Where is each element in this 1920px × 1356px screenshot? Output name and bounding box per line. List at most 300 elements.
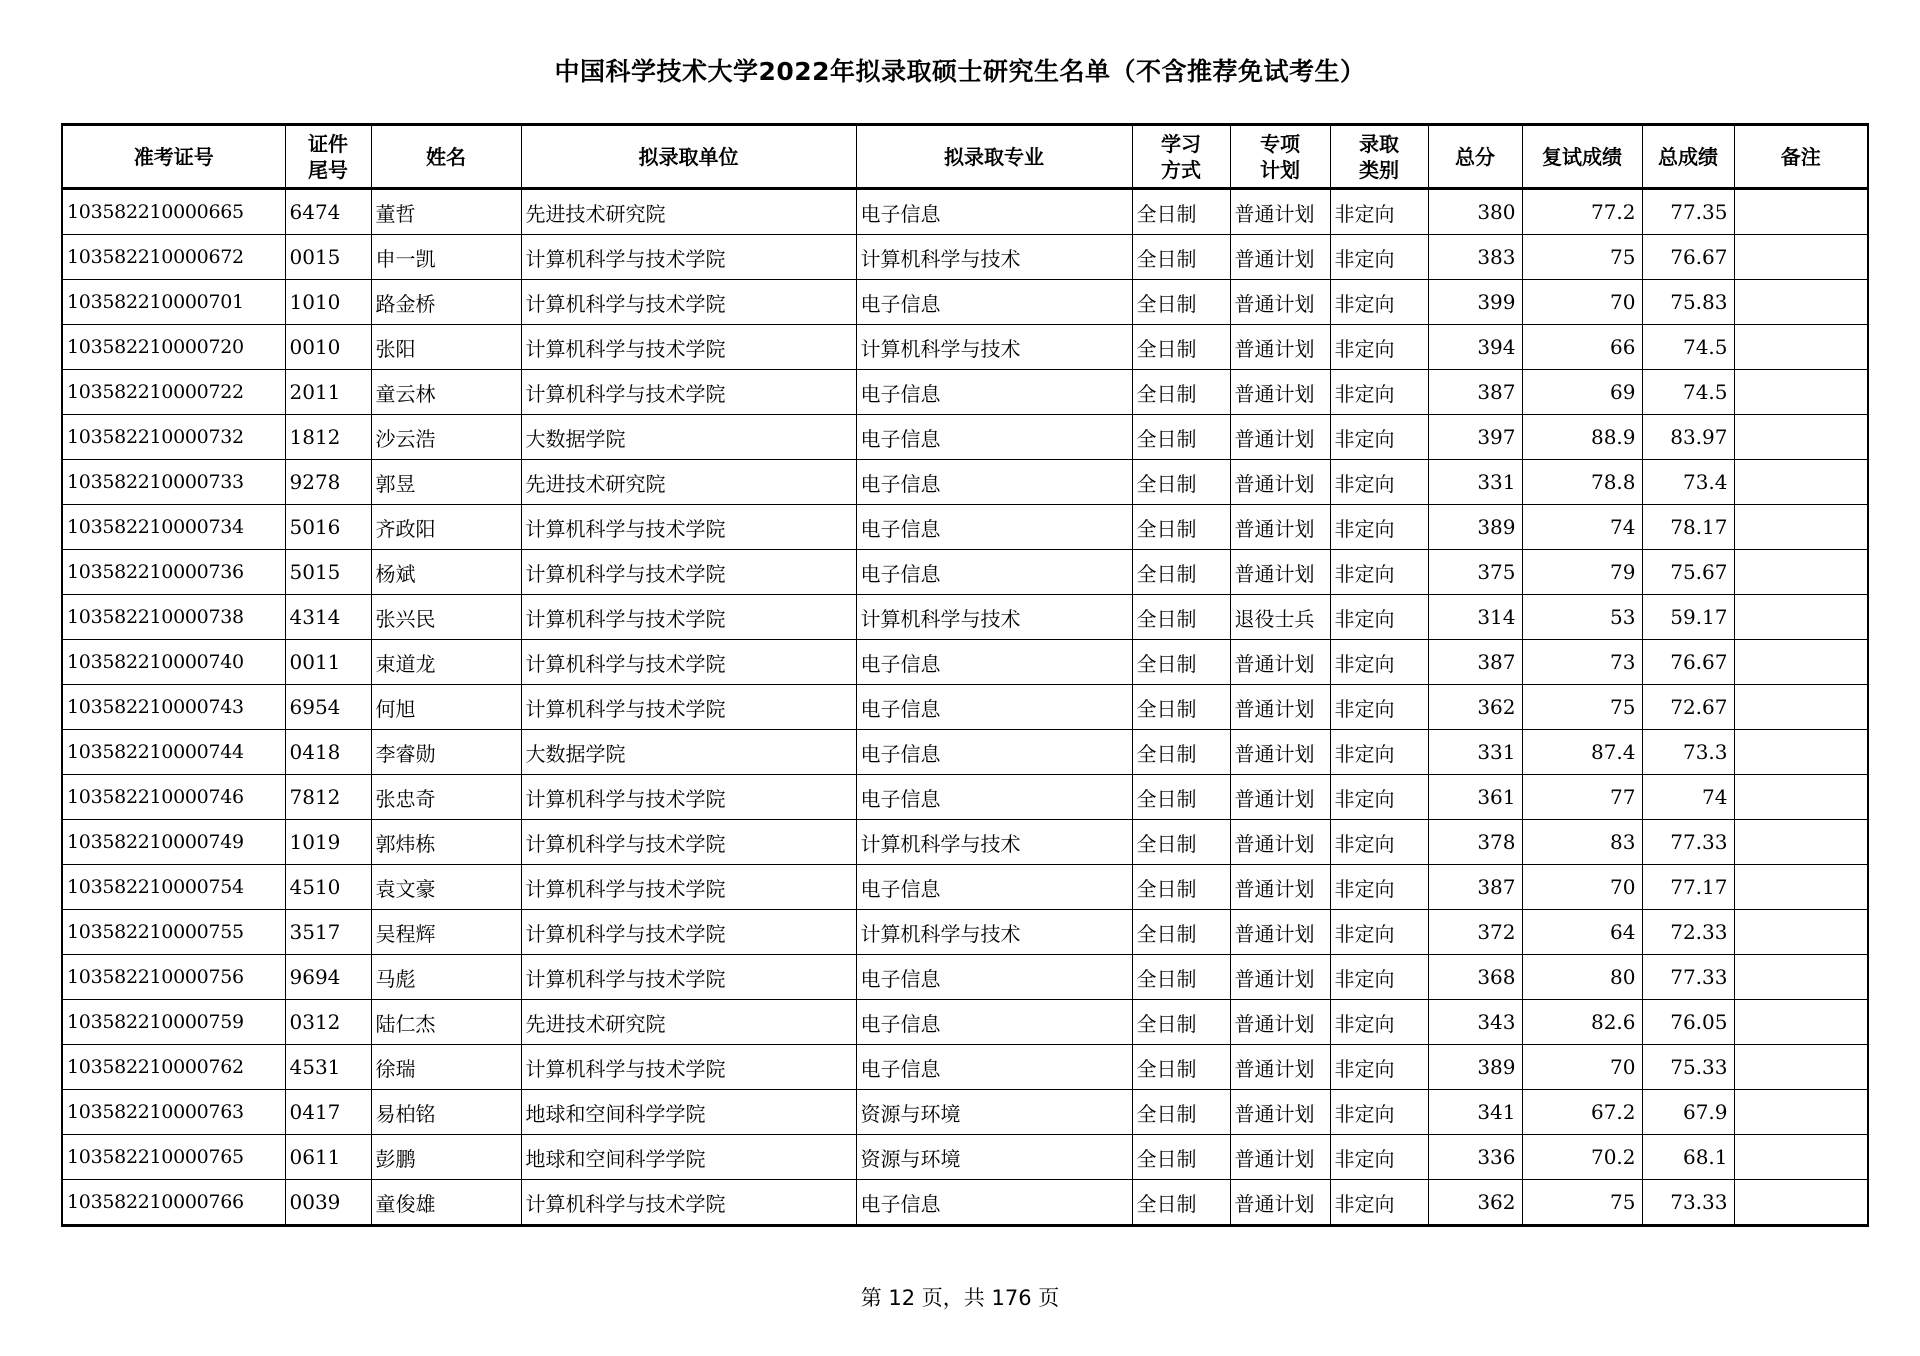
table-row: [62, 685, 1868, 730]
cell-major: 电子信息: [856, 189, 1132, 235]
cell-exam-id: 103582210000701: [62, 280, 285, 325]
cell-id-suffix: 0039: [285, 1180, 371, 1226]
column-header-id-suffix: 证件 尾号: [285, 125, 371, 189]
cell-study-mode: 全日制: [1132, 1000, 1230, 1045]
cell-id-suffix: 1010: [285, 280, 371, 325]
page-footer: 第 12 页，共 176 页: [860, 1286, 1060, 1310]
cell-final-score: 72.67: [1642, 685, 1734, 730]
table-row: [62, 1090, 1868, 1135]
cell-major: 计算机科学与技术: [856, 595, 1132, 640]
cell-id-suffix: 9694: [285, 955, 371, 1000]
cell-unit: 先进技术研究院: [521, 1000, 856, 1045]
cell-special-plan: 普通计划: [1230, 505, 1330, 550]
column-header-total-score: 总分: [1428, 125, 1522, 189]
cell-retest-score: 53: [1522, 595, 1642, 640]
cell-name: 路金桥: [371, 280, 521, 325]
cell-name: 杨斌: [371, 550, 521, 595]
cell-id-suffix: 3517: [285, 910, 371, 955]
cell-id-suffix: 6954: [285, 685, 371, 730]
cell-name: 沙云浩: [371, 415, 521, 460]
cell-retest-score: 70: [1522, 865, 1642, 910]
cell-retest-score: 75: [1522, 235, 1642, 280]
cell-study-mode: 全日制: [1132, 685, 1230, 730]
cell-unit: 地球和空间科学学院: [521, 1135, 856, 1180]
cell-retest-score: 88.9: [1522, 415, 1642, 460]
cell-retest-score: 79: [1522, 550, 1642, 595]
cell-special-plan: 普通计划: [1230, 955, 1330, 1000]
cell-study-mode: 全日制: [1132, 370, 1230, 415]
cell-exam-id: 103582210000740: [62, 640, 285, 685]
cell-special-plan: 普通计划: [1230, 1135, 1330, 1180]
cell-admission-type: 非定向: [1330, 189, 1428, 235]
cell-major: 计算机科学与技术: [856, 325, 1132, 370]
cell-admission-type: 非定向: [1330, 685, 1428, 730]
cell-unit: 计算机科学与技术学院: [521, 640, 856, 685]
cell-special-plan: 普通计划: [1230, 1000, 1330, 1045]
column-header-exam-id: 准考证号: [62, 125, 285, 189]
cell-total-score: 361: [1428, 775, 1522, 820]
cell-retest-score: 73: [1522, 640, 1642, 685]
cell-id-suffix: 2011: [285, 370, 371, 415]
cell-admission-type: 非定向: [1330, 730, 1428, 775]
cell-special-plan: 普通计划: [1230, 640, 1330, 685]
cell-id-suffix: 0611: [285, 1135, 371, 1180]
cell-remarks: [1734, 1135, 1868, 1180]
cell-exam-id: 103582210000765: [62, 1135, 285, 1180]
cell-admission-type: 非定向: [1330, 460, 1428, 505]
cell-final-score: 75.67: [1642, 550, 1734, 595]
cell-final-score: 83.97: [1642, 415, 1734, 460]
page-title: 中国科学技术大学2022年拟录取硕士研究生名单（不含推荐免试考生）: [554, 57, 1366, 86]
cell-study-mode: 全日制: [1132, 505, 1230, 550]
cell-total-score: 362: [1428, 685, 1522, 730]
cell-remarks: [1734, 370, 1868, 415]
cell-major: 计算机科学与技术: [856, 235, 1132, 280]
cell-remarks: [1734, 1090, 1868, 1135]
cell-study-mode: 全日制: [1132, 820, 1230, 865]
cell-retest-score: 70: [1522, 1045, 1642, 1090]
cell-special-plan: 普通计划: [1230, 865, 1330, 910]
cell-special-plan: 普通计划: [1230, 370, 1330, 415]
cell-retest-score: 66: [1522, 325, 1642, 370]
cell-name: 董哲: [371, 189, 521, 235]
cell-exam-id: 103582210000755: [62, 910, 285, 955]
cell-id-suffix: 0010: [285, 325, 371, 370]
cell-final-score: 68.1: [1642, 1135, 1734, 1180]
cell-retest-score: 75: [1522, 685, 1642, 730]
cell-id-suffix: 0418: [285, 730, 371, 775]
column-header-name: 姓名: [371, 125, 521, 189]
cell-id-suffix: 0417: [285, 1090, 371, 1135]
cell-special-plan: 普通计划: [1230, 325, 1330, 370]
cell-retest-score: 70: [1522, 280, 1642, 325]
cell-major: 电子信息: [856, 370, 1132, 415]
cell-retest-score: 67.2: [1522, 1090, 1642, 1135]
cell-remarks: [1734, 640, 1868, 685]
cell-exam-id: 103582210000746: [62, 775, 285, 820]
cell-exam-id: 103582210000736: [62, 550, 285, 595]
column-header-study-mode: 学习 方式: [1132, 125, 1230, 189]
cell-admission-type: 非定向: [1330, 415, 1428, 460]
table-row: [62, 820, 1868, 865]
cell-special-plan: 普通计划: [1230, 415, 1330, 460]
cell-total-score: 389: [1428, 505, 1522, 550]
cell-admission-type: 非定向: [1330, 325, 1428, 370]
cell-name: 童云林: [371, 370, 521, 415]
cell-final-score: 67.9: [1642, 1090, 1734, 1135]
cell-special-plan: 普通计划: [1230, 730, 1330, 775]
cell-total-score: 397: [1428, 415, 1522, 460]
cell-major: 计算机科学与技术: [856, 910, 1132, 955]
cell-admission-type: 非定向: [1330, 1135, 1428, 1180]
cell-admission-type: 非定向: [1330, 820, 1428, 865]
cell-retest-score: 64: [1522, 910, 1642, 955]
cell-remarks: [1734, 955, 1868, 1000]
cell-admission-type: 非定向: [1330, 595, 1428, 640]
cell-id-suffix: 4531: [285, 1045, 371, 1090]
cell-retest-score: 78.8: [1522, 460, 1642, 505]
cell-total-score: 399: [1428, 280, 1522, 325]
cell-major: 电子信息: [856, 460, 1132, 505]
cell-total-score: 314: [1428, 595, 1522, 640]
cell-unit: 计算机科学与技术学院: [521, 1045, 856, 1090]
cell-total-score: 375: [1428, 550, 1522, 595]
cell-total-score: 336: [1428, 1135, 1522, 1180]
cell-remarks: [1734, 325, 1868, 370]
cell-unit: 计算机科学与技术学院: [521, 685, 856, 730]
cell-remarks: [1734, 189, 1868, 235]
cell-major: 电子信息: [856, 550, 1132, 595]
cell-retest-score: 83: [1522, 820, 1642, 865]
cell-unit: 计算机科学与技术学院: [521, 595, 856, 640]
table-row: [62, 1045, 1868, 1090]
cell-final-score: 75.33: [1642, 1045, 1734, 1090]
cell-remarks: [1734, 1000, 1868, 1045]
cell-major: 电子信息: [856, 685, 1132, 730]
cell-admission-type: 非定向: [1330, 775, 1428, 820]
table-row: [62, 460, 1868, 505]
cell-unit: 先进技术研究院: [521, 460, 856, 505]
cell-major: 资源与环境: [856, 1135, 1132, 1180]
cell-study-mode: 全日制: [1132, 280, 1230, 325]
cell-study-mode: 全日制: [1132, 1045, 1230, 1090]
cell-retest-score: 74: [1522, 505, 1642, 550]
table-row: [62, 325, 1868, 370]
cell-study-mode: 全日制: [1132, 955, 1230, 1000]
cell-name: 徐瑞: [371, 1045, 521, 1090]
cell-admission-type: 非定向: [1330, 280, 1428, 325]
cell-admission-type: 非定向: [1330, 1000, 1428, 1045]
cell-remarks: [1734, 730, 1868, 775]
column-header-retest-score: 复试成绩: [1522, 125, 1642, 189]
table-row: [62, 1000, 1868, 1045]
cell-final-score: 78.17: [1642, 505, 1734, 550]
cell-name: 申一凯: [371, 235, 521, 280]
cell-retest-score: 75: [1522, 1180, 1642, 1226]
cell-remarks: [1734, 775, 1868, 820]
table-row: [62, 1135, 1868, 1180]
column-header-special-plan: 专项 计划: [1230, 125, 1330, 189]
cell-admission-type: 非定向: [1330, 955, 1428, 1000]
cell-remarks: [1734, 685, 1868, 730]
cell-total-score: 387: [1428, 640, 1522, 685]
cell-id-suffix: 4314: [285, 595, 371, 640]
cell-final-score: 77.33: [1642, 820, 1734, 865]
cell-name: 陆仁杰: [371, 1000, 521, 1045]
table-row: [62, 235, 1868, 280]
cell-name: 张阳: [371, 325, 521, 370]
admission-table: [61, 123, 1869, 1227]
cell-unit: 计算机科学与技术学院: [521, 910, 856, 955]
cell-unit: 地球和空间科学学院: [521, 1090, 856, 1135]
cell-total-score: 380: [1428, 189, 1522, 235]
cell-name: 郭炜栋: [371, 820, 521, 865]
cell-final-score: 73.4: [1642, 460, 1734, 505]
cell-unit: 计算机科学与技术学院: [521, 820, 856, 865]
cell-name: 童俊雄: [371, 1180, 521, 1226]
table-body: [62, 189, 1868, 1226]
cell-major: 电子信息: [856, 1045, 1132, 1090]
cell-name: 吴程辉: [371, 910, 521, 955]
cell-admission-type: 非定向: [1330, 1045, 1428, 1090]
cell-remarks: [1734, 280, 1868, 325]
cell-study-mode: 全日制: [1132, 235, 1230, 280]
cell-unit: 先进技术研究院: [521, 189, 856, 235]
cell-admission-type: 非定向: [1330, 1090, 1428, 1135]
table-row: [62, 910, 1868, 955]
cell-unit: 计算机科学与技术学院: [521, 550, 856, 595]
cell-study-mode: 全日制: [1132, 640, 1230, 685]
cell-study-mode: 全日制: [1132, 865, 1230, 910]
cell-final-score: 76.67: [1642, 235, 1734, 280]
cell-total-score: 378: [1428, 820, 1522, 865]
cell-exam-id: 103582210000665: [62, 189, 285, 235]
cell-unit: 大数据学院: [521, 415, 856, 460]
table-header: [62, 125, 1868, 189]
cell-final-score: 74.5: [1642, 325, 1734, 370]
cell-retest-score: 80: [1522, 955, 1642, 1000]
table-row: [62, 370, 1868, 415]
cell-exam-id: 103582210000763: [62, 1090, 285, 1135]
cell-total-score: 389: [1428, 1045, 1522, 1090]
cell-major: 电子信息: [856, 955, 1132, 1000]
column-header-unit: 拟录取单位: [521, 125, 856, 189]
cell-unit: 计算机科学与技术学院: [521, 280, 856, 325]
cell-remarks: [1734, 235, 1868, 280]
cell-study-mode: 全日制: [1132, 460, 1230, 505]
table-row: [62, 865, 1868, 910]
column-header-admission-type: 录取 类别: [1330, 125, 1428, 189]
cell-total-score: 341: [1428, 1090, 1522, 1135]
column-header-remarks: 备注: [1734, 125, 1868, 189]
cell-exam-id: 103582210000762: [62, 1045, 285, 1090]
cell-admission-type: 非定向: [1330, 550, 1428, 595]
cell-special-plan: 普通计划: [1230, 235, 1330, 280]
cell-id-suffix: 1019: [285, 820, 371, 865]
cell-unit: 计算机科学与技术学院: [521, 235, 856, 280]
cell-final-score: 77.33: [1642, 955, 1734, 1000]
cell-final-score: 59.17: [1642, 595, 1734, 640]
cell-admission-type: 非定向: [1330, 640, 1428, 685]
cell-total-score: 368: [1428, 955, 1522, 1000]
cell-final-score: 72.33: [1642, 910, 1734, 955]
cell-special-plan: 普通计划: [1230, 189, 1330, 235]
cell-major: 资源与环境: [856, 1090, 1132, 1135]
cell-final-score: 76.67: [1642, 640, 1734, 685]
cell-id-suffix: 6474: [285, 189, 371, 235]
cell-unit: 计算机科学与技术学院: [521, 325, 856, 370]
cell-admission-type: 非定向: [1330, 1180, 1428, 1226]
cell-major: 电子信息: [856, 1000, 1132, 1045]
cell-total-score: 394: [1428, 325, 1522, 370]
cell-retest-score: 77.2: [1522, 189, 1642, 235]
cell-major: 电子信息: [856, 415, 1132, 460]
cell-final-score: 74: [1642, 775, 1734, 820]
cell-study-mode: 全日制: [1132, 550, 1230, 595]
cell-study-mode: 全日制: [1132, 189, 1230, 235]
cell-remarks: [1734, 820, 1868, 865]
cell-unit: 计算机科学与技术学院: [521, 1180, 856, 1226]
cell-exam-id: 103582210000732: [62, 415, 285, 460]
table-row: [62, 595, 1868, 640]
cell-final-score: 76.05: [1642, 1000, 1734, 1045]
cell-special-plan: 普通计划: [1230, 685, 1330, 730]
cell-special-plan: 普通计划: [1230, 1090, 1330, 1135]
cell-exam-id: 103582210000734: [62, 505, 285, 550]
cell-study-mode: 全日制: [1132, 1180, 1230, 1226]
cell-study-mode: 全日制: [1132, 775, 1230, 820]
cell-retest-score: 82.6: [1522, 1000, 1642, 1045]
cell-name: 何旭: [371, 685, 521, 730]
cell-remarks: [1734, 865, 1868, 910]
cell-remarks: [1734, 910, 1868, 955]
cell-exam-id: 103582210000754: [62, 865, 285, 910]
table-row: [62, 730, 1868, 775]
cell-special-plan: 普通计划: [1230, 910, 1330, 955]
cell-remarks: [1734, 505, 1868, 550]
cell-admission-type: 非定向: [1330, 910, 1428, 955]
cell-total-score: 387: [1428, 370, 1522, 415]
table-row: [62, 775, 1868, 820]
cell-major: 计算机科学与技术: [856, 820, 1132, 865]
cell-study-mode: 全日制: [1132, 910, 1230, 955]
cell-exam-id: 103582210000672: [62, 235, 285, 280]
cell-name: 易柏铭: [371, 1090, 521, 1135]
cell-special-plan: 普通计划: [1230, 775, 1330, 820]
cell-special-plan: 普通计划: [1230, 1045, 1330, 1090]
header-row: [62, 125, 1868, 189]
cell-exam-id: 103582210000749: [62, 820, 285, 865]
cell-remarks: [1734, 595, 1868, 640]
cell-name: 李睿勋: [371, 730, 521, 775]
cell-remarks: [1734, 460, 1868, 505]
cell-retest-score: 87.4: [1522, 730, 1642, 775]
cell-name: 郭昱: [371, 460, 521, 505]
cell-exam-id: 103582210000733: [62, 460, 285, 505]
cell-study-mode: 全日制: [1132, 730, 1230, 775]
cell-final-score: 73.3: [1642, 730, 1734, 775]
cell-total-score: 383: [1428, 235, 1522, 280]
cell-exam-id: 103582210000738: [62, 595, 285, 640]
cell-major: 电子信息: [856, 640, 1132, 685]
cell-name: 束道龙: [371, 640, 521, 685]
cell-total-score: 387: [1428, 865, 1522, 910]
cell-admission-type: 非定向: [1330, 235, 1428, 280]
cell-exam-id: 103582210000766: [62, 1180, 285, 1226]
cell-remarks: [1734, 415, 1868, 460]
cell-exam-id: 103582210000743: [62, 685, 285, 730]
cell-total-score: 372: [1428, 910, 1522, 955]
table-row: [62, 550, 1868, 595]
column-header-major: 拟录取专业: [856, 125, 1132, 189]
cell-unit: 计算机科学与技术学院: [521, 370, 856, 415]
cell-name: 张兴民: [371, 595, 521, 640]
cell-admission-type: 非定向: [1330, 370, 1428, 415]
cell-total-score: 362: [1428, 1180, 1522, 1226]
cell-remarks: [1734, 550, 1868, 595]
cell-id-suffix: 4510: [285, 865, 371, 910]
cell-exam-id: 103582210000722: [62, 370, 285, 415]
cell-id-suffix: 0011: [285, 640, 371, 685]
cell-special-plan: 普通计划: [1230, 820, 1330, 865]
cell-name: 袁文豪: [371, 865, 521, 910]
cell-id-suffix: 9278: [285, 460, 371, 505]
column-header-final-score: 总成绩: [1642, 125, 1734, 189]
cell-final-score: 74.5: [1642, 370, 1734, 415]
cell-major: 电子信息: [856, 775, 1132, 820]
cell-major: 电子信息: [856, 505, 1132, 550]
cell-major: 电子信息: [856, 730, 1132, 775]
table-row: [62, 415, 1868, 460]
cell-major: 电子信息: [856, 1180, 1132, 1226]
cell-exam-id: 103582210000756: [62, 955, 285, 1000]
cell-exam-id: 103582210000759: [62, 1000, 285, 1045]
cell-id-suffix: 1812: [285, 415, 371, 460]
cell-exam-id: 103582210000720: [62, 325, 285, 370]
cell-final-score: 73.33: [1642, 1180, 1734, 1226]
cell-remarks: [1734, 1180, 1868, 1226]
cell-special-plan: 普通计划: [1230, 1180, 1330, 1226]
cell-special-plan: 退役士兵: [1230, 595, 1330, 640]
cell-study-mode: 全日制: [1132, 1135, 1230, 1180]
cell-study-mode: 全日制: [1132, 325, 1230, 370]
cell-name: 张忠奇: [371, 775, 521, 820]
table-row: [62, 1180, 1868, 1226]
table-row: [62, 955, 1868, 1000]
table-row: [62, 189, 1868, 235]
cell-final-score: 77.17: [1642, 865, 1734, 910]
cell-admission-type: 非定向: [1330, 505, 1428, 550]
cell-exam-id: 103582210000744: [62, 730, 285, 775]
cell-id-suffix: 0015: [285, 235, 371, 280]
cell-unit: 大数据学院: [521, 730, 856, 775]
cell-name: 齐政阳: [371, 505, 521, 550]
cell-retest-score: 70.2: [1522, 1135, 1642, 1180]
cell-unit: 计算机科学与技术学院: [521, 775, 856, 820]
cell-retest-score: 77: [1522, 775, 1642, 820]
table-row: [62, 280, 1868, 325]
cell-total-score: 343: [1428, 1000, 1522, 1045]
cell-retest-score: 69: [1522, 370, 1642, 415]
cell-final-score: 75.83: [1642, 280, 1734, 325]
cell-major: 电子信息: [856, 865, 1132, 910]
cell-major: 电子信息: [856, 280, 1132, 325]
cell-remarks: [1734, 1045, 1868, 1090]
table-row: [62, 505, 1868, 550]
cell-total-score: 331: [1428, 730, 1522, 775]
cell-study-mode: 全日制: [1132, 415, 1230, 460]
cell-special-plan: 普通计划: [1230, 280, 1330, 325]
